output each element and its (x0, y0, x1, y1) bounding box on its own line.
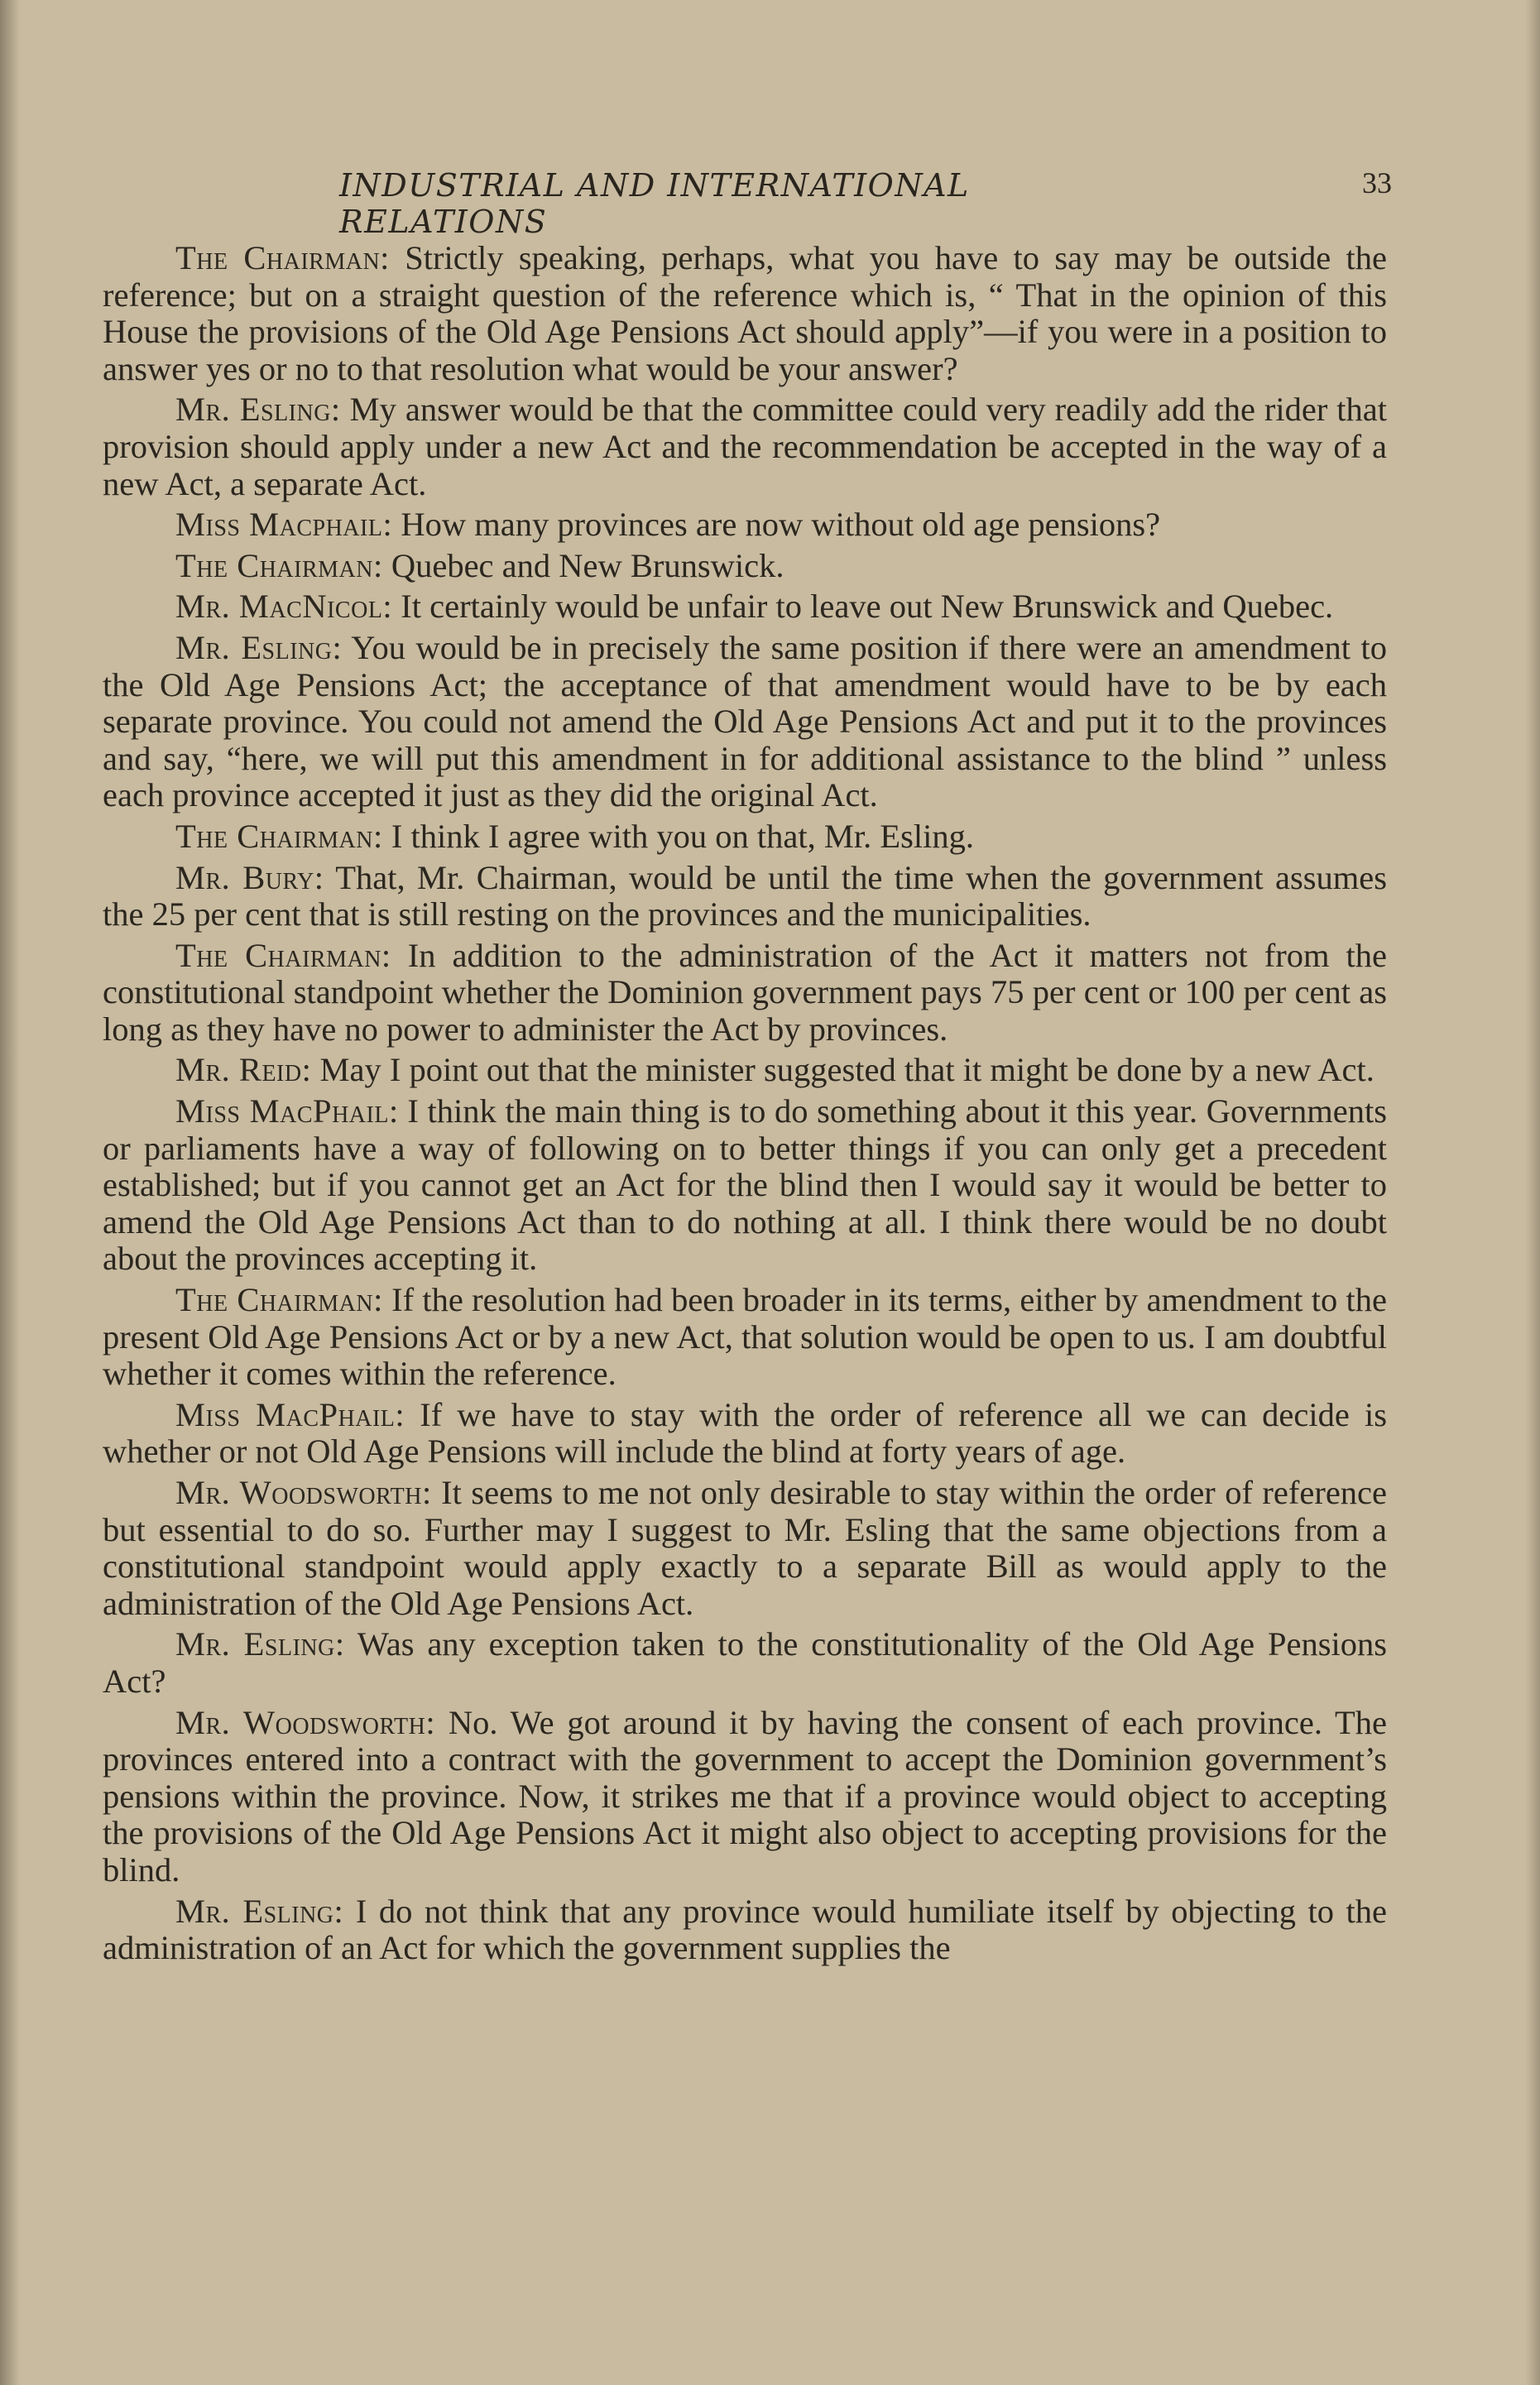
speaker-name: Mr. Esling: (175, 1892, 344, 1930)
paragraph (103, 860, 1387, 933)
paragraph (103, 1282, 1387, 1393)
running-title: INDUSTRIAL AND INTERNATIONAL RELATIONS (339, 167, 970, 240)
speaker-name: The Chairman: (175, 239, 390, 276)
speaker-name: Mr. Esling: (175, 628, 343, 666)
paragraph (103, 1397, 1387, 1471)
paragraph-text: In addition to the administration of the Act it matters not from the constitutional standpoint whether the Dominion government pays 75 per cent or 100 per cent as long as they have no power to administer the Act by provinces. (103, 936, 1387, 1048)
paragraph-text: I do not think that any province would humiliate itself by objecting to the administration of an Act for which the government supplies the (103, 1892, 1387, 1967)
speaker-name: Mr. Reid: (175, 1051, 312, 1089)
speaker-name: The Chairman: (175, 936, 391, 974)
paragraph-text: How many provinces are now without old age pensions? (401, 506, 1161, 544)
paragraph (103, 506, 1387, 544)
paragraph (103, 818, 1387, 856)
paragraph-text: Quebec and New Brunswick. (391, 546, 784, 584)
speaker-name: Miss Macphail: (175, 506, 393, 544)
speaker-name: Mr. Esling: (175, 1625, 345, 1663)
page-number: 33 (1362, 166, 1392, 199)
paragraph (103, 391, 1387, 502)
paragraph (103, 588, 1387, 626)
paragraph-text: My answer would be that the committee could very readily add the rider that provision should apply under a new Act and the recommendation be accepted in the way of a new Act, a separate Act. (103, 391, 1387, 502)
speaker-name: Mr. Woodsworth: (175, 1703, 436, 1741)
speaker-name: The Chairman: (175, 546, 383, 584)
paragraph-text: No. We got around it by having the consent of each province. The provinces entered into a contract with the government to accept the Dominion government’s pensions within the province. Now, it strikes me that if a province would object to accepting the provisions of the Old Age Pensions Act it might also object to accepting provisions for the blind. (103, 1703, 1388, 1888)
speaker-name: The Chairman: (175, 1281, 383, 1319)
paragraph (103, 548, 1387, 585)
paragraph-text: It seems to me not only desirable to stay within the order of reference but essential to do so. Further may I suggest to Mr. Esling that the same objections from a constitutional standpoint would apply exactly to a separate Bill as would apply to the administration of the Old Age Pensions Act. (103, 1474, 1387, 1622)
paragraph (103, 240, 1387, 387)
paragraph-text: I think the main thing is to do something about it this year. Governments or parliaments have a way of following on to better things if you can only get a precedent established; but if you cannot get an Act for the blind then I would say it would be better to amend the Old Age Pensions Act than to do nothing at all. I think there would be no doubt about the provinces accepting it. (103, 1092, 1387, 1278)
paragraph-text: If we have to stay with the order of reference all we can decide is whether or not Old Age Pensions will include the blind at forty years of age. (103, 1395, 1387, 1471)
speaker-name: Miss MacPhail: (175, 1092, 399, 1130)
speaker-name: Mr. Woodsworth: (175, 1474, 432, 1511)
paragraph (103, 938, 1387, 1049)
paragraph-text: Strictly speaking, perhaps, what you have to say may be outside the reference; but on a straight question of the reference which is, “ That in the opinion of this House the provisions of the Old Age Pensions Act should apply”—if you were in a position to answer yes or no to that resolution what would be your answer? (103, 239, 1388, 387)
speaker-name: Mr. MacNicol: (175, 588, 393, 626)
speaker-name: Miss MacPhail: (175, 1395, 405, 1433)
transcript-body (103, 240, 1387, 1971)
speaker-name: Mr. Esling: (175, 391, 341, 429)
paragraph-text: If the resolution had been broader in its terms, either by amendment to the present Old Age Pensions Act or by a new Act, that solution would be open to us. I am doubtful whether it comes within the reference. (103, 1281, 1388, 1393)
paragraph-text: May I point out that the minister suggested that it might be done by a new Act. (319, 1051, 1374, 1089)
speaker-name: The Chairman: (175, 817, 383, 855)
paragraph (103, 1093, 1387, 1278)
paragraph (103, 630, 1387, 814)
paragraph (103, 1893, 1387, 1967)
speaker-name: Mr. Bury: (175, 858, 324, 896)
paragraph (103, 1626, 1387, 1700)
paragraph-text: Was any exception taken to the constitutionality of the Old Age Pensions Act? (103, 1625, 1387, 1700)
paragraph-text: You would be in precisely the same position if there were an amendment to the Old Age Pensions Act; the acceptance of that amendment would have to be by each separate province. You could not amend the Old Age Pensions Act and put it to the provinces and say, “here, we will put this amendment in for additional assistance to the blind ” unless each province accepted it just as they did the original Act. (103, 628, 1388, 814)
paragraph (103, 1475, 1387, 1622)
paragraph-text: It certainly would be unfair to leave out New Brunswick and Quebec. (401, 588, 1334, 626)
paragraph (103, 1705, 1387, 1889)
paragraph-text: That, Mr. Chairman, would be until the time when the government assumes the 25 per cent that is still resting on the provinces and the municipalities. (103, 858, 1387, 933)
paragraph-text: I think I agree with you on that, Mr. Esling. (391, 817, 975, 855)
paragraph (103, 1052, 1387, 1089)
